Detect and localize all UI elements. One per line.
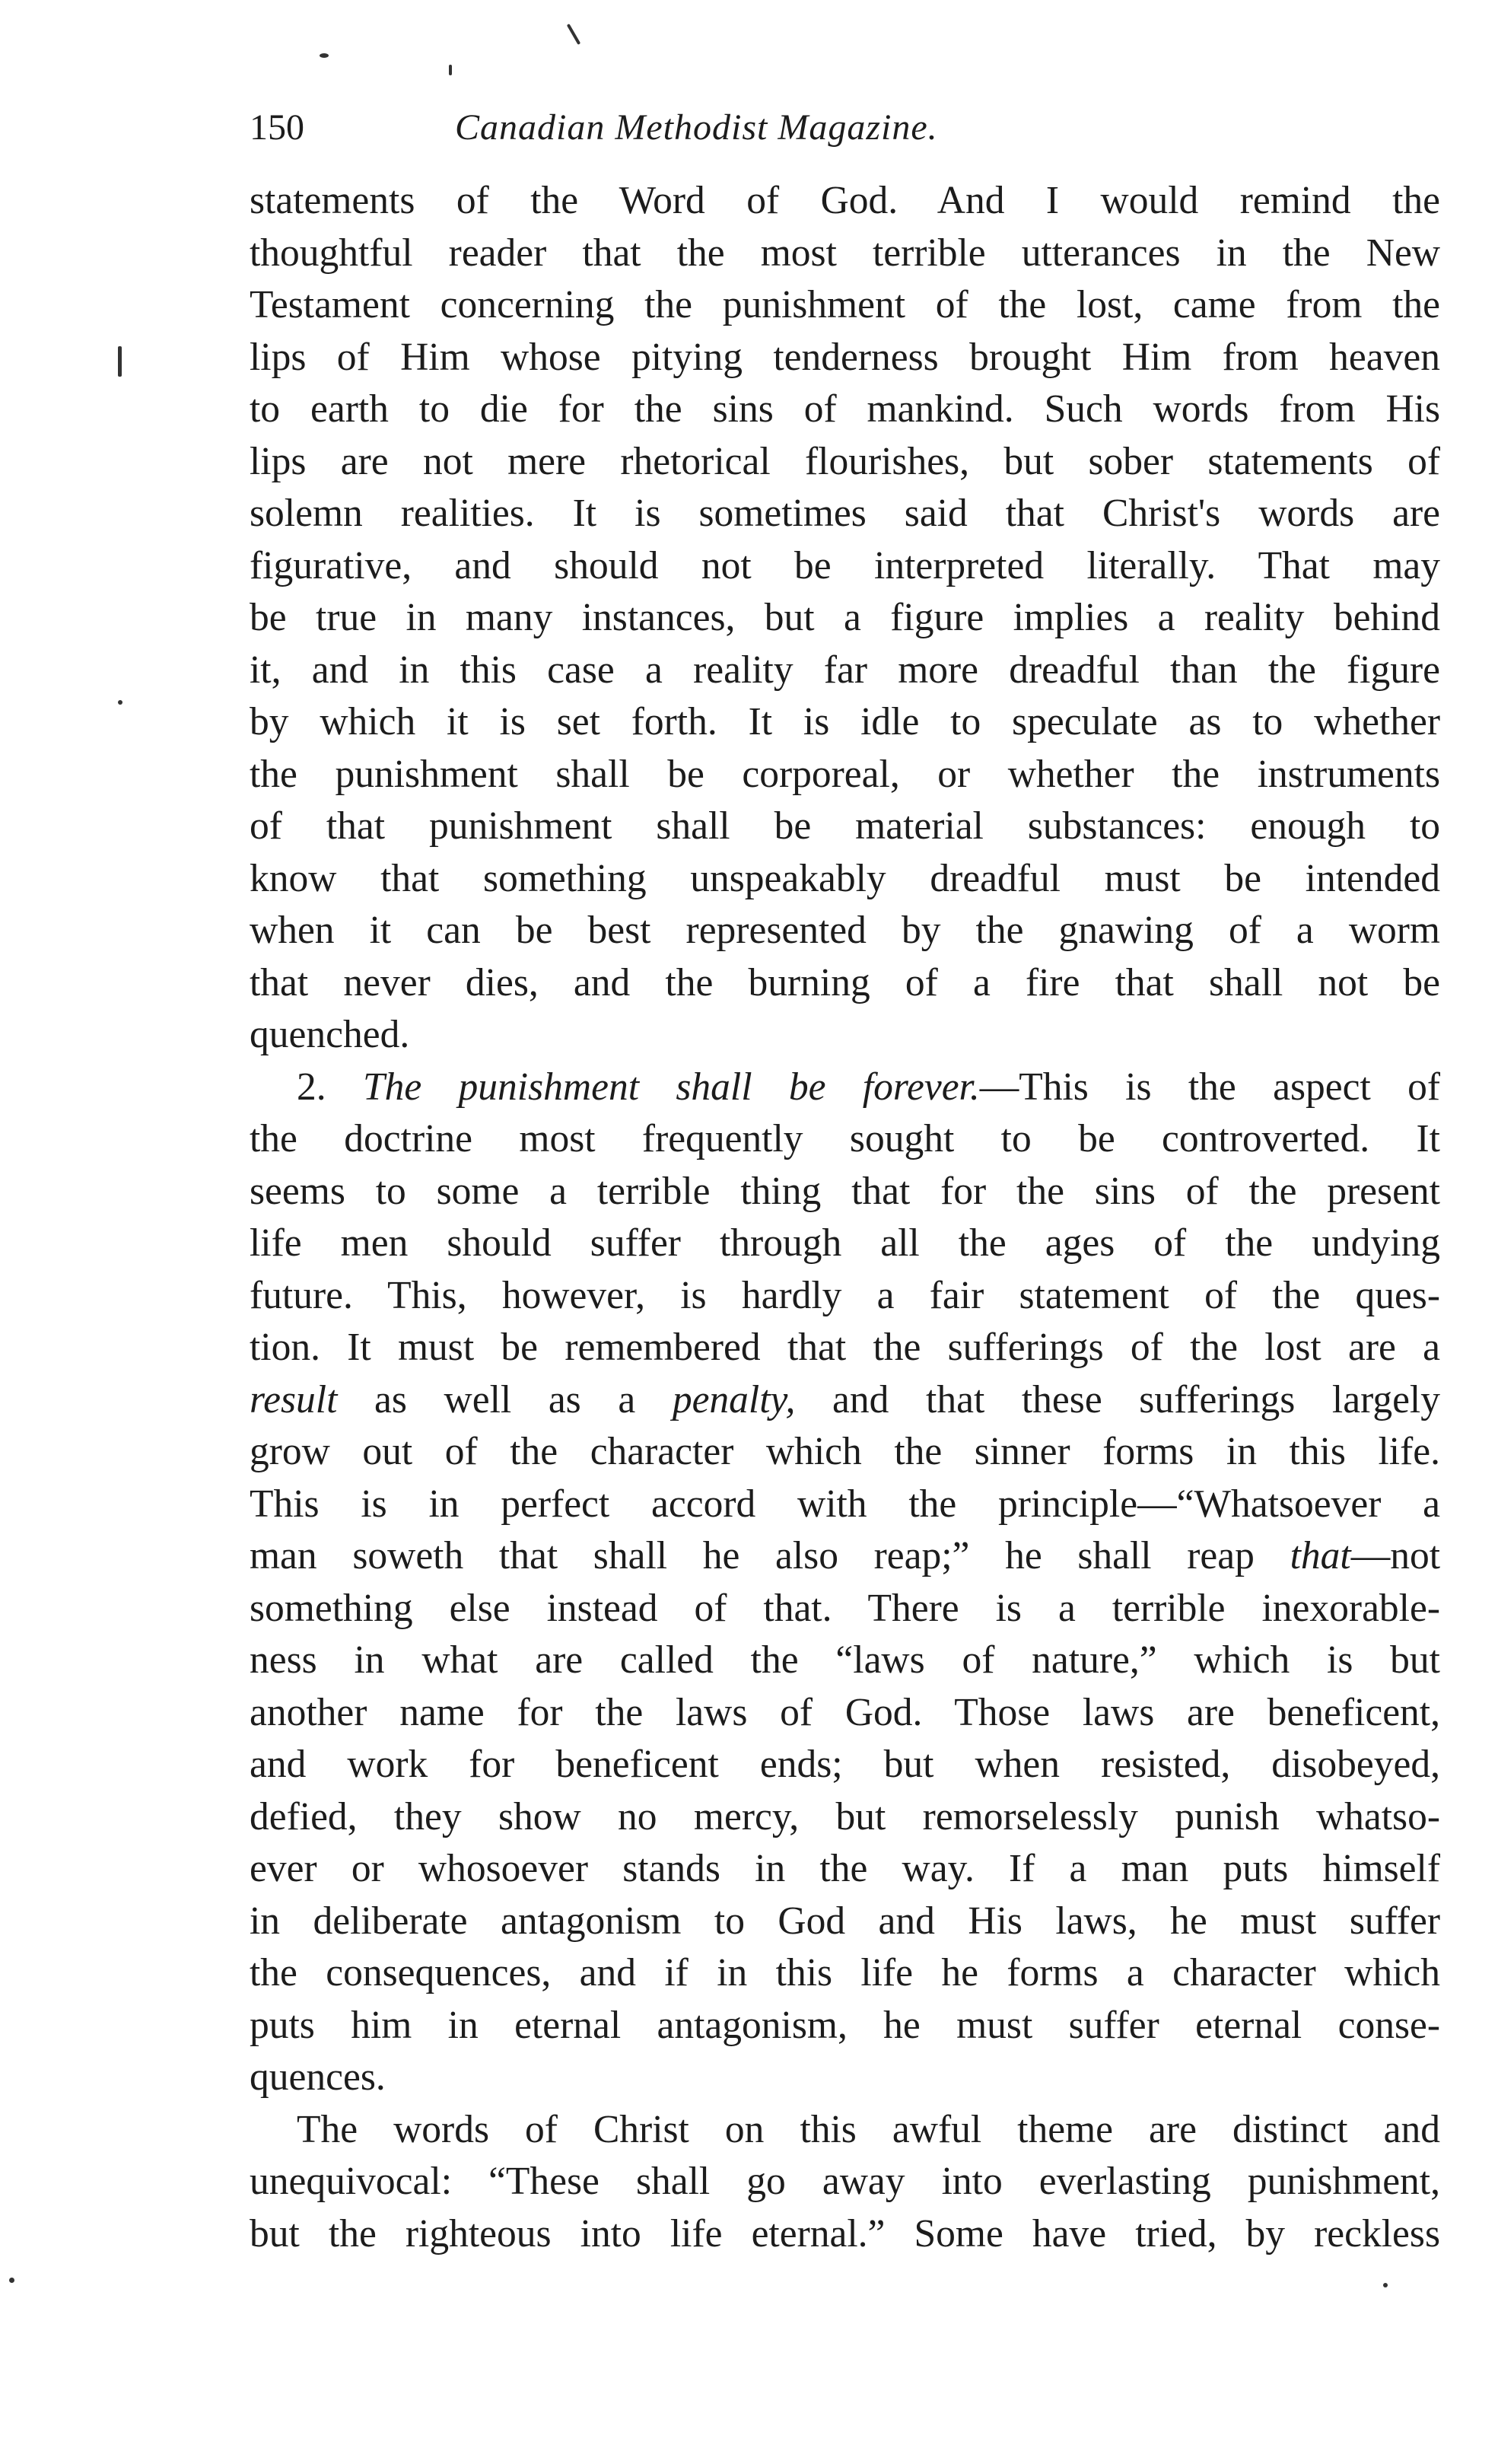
text-line: Testament concerning the punishment of the lost, came from the <box>250 283 1440 326</box>
emphasis: penalty, <box>672 1377 796 1421</box>
scan-speck <box>9 2278 14 2283</box>
text-line: but the righteous into life eternal.” Some have tried, by reckless <box>250 2211 1440 2255</box>
text-line: and work for beneficent ends; but when resisted, disobeyed, <box>250 1743 1440 1786</box>
text-run: and that these sufferings largely <box>795 1377 1440 1421</box>
text-line: The words of Christ on this awful theme are distinct and <box>297 2107 1440 2151</box>
section-number: 2. <box>297 1065 326 1109</box>
text-line: something else instead of that. There is a terrible inexorable- <box>250 1586 1440 1630</box>
text-line: that never dies, and the burning of a fire that shall not be <box>250 960 1440 1004</box>
text-line: figurative, and should not be interpreted literally. That may <box>250 543 1440 587</box>
text-line <box>250 1062 1440 1114</box>
text-line: to earth to die for the sins of mankind. Such words from His <box>250 387 1440 431</box>
text-line: another name for the laws of God. Those laws are beneficent, <box>250 1690 1440 1734</box>
text-line: future. This, however, is hardly a fair statement of the ques- <box>250 1273 1440 1317</box>
text-line: quenched. <box>250 1013 410 1056</box>
text-line: the doctrine most frequently sought to be controverted. It <box>250 1117 1440 1160</box>
running-header <box>250 107 1440 167</box>
text-line: ness in what are called the “laws of nature,” which is but <box>250 1638 1440 1682</box>
text-line: seems to some a terrible thing that for the sins of the present <box>250 1169 1440 1213</box>
text-line <box>250 1530 1440 1583</box>
text-line: puts him in eternal antagonism, he must suffer eternal conse- <box>250 2003 1440 2047</box>
text-line: lips are not mere rhetorical flourishes, but sober statements of <box>250 439 1440 483</box>
text-line: know that something unspeakably dreadful must be intended <box>250 856 1440 900</box>
emphasis: result <box>250 1377 338 1421</box>
scan-speck <box>567 24 580 45</box>
scan-speck <box>320 53 329 58</box>
text-run: —This is the aspect of <box>979 1065 1441 1109</box>
running-title: Canadian Methodist Magazine. <box>455 107 938 148</box>
text-line: ever or whosoever stands in the way. If a man puts himself <box>250 1847 1440 1890</box>
text-line: tion. It must be remembered that the sufferings of the lost are a <box>250 1326 1440 1369</box>
text-line: lips of Him whose pitying tenderness brought Him from heaven <box>250 335 1440 379</box>
text-run: man soweth that shall he also reap;” he shall reap <box>250 1534 1290 1577</box>
page-number: 150 <box>250 107 304 148</box>
emphasis: that <box>1290 1534 1351 1577</box>
text-line: solemn realities. It is sometimes said that Christ's words are <box>250 492 1440 535</box>
text-line: thoughtful reader that the most terrible utterances in the New <box>250 231 1440 275</box>
paragraph-1 <box>250 175 1440 1062</box>
text-line: it, and in this case a reality far more dreadful than the figure <box>250 648 1440 692</box>
book-page <box>250 107 1440 2260</box>
text-line: in deliberate antagonism to God and His laws, he must suffer <box>250 1899 1440 1943</box>
text-line: by which it is set forth. It is idle to speculate as to whether <box>250 700 1440 743</box>
text-line: the consequences, and if in this life he forms a character which <box>250 1951 1440 1994</box>
text-line: of that punishment shall be material substances: enough to <box>250 804 1440 848</box>
text-line: be true in many instances, but a figure implies a reality behind <box>250 596 1440 639</box>
text-run: —not <box>1350 1534 1440 1577</box>
text-line: defied, they show no mercy, but remorselessly punish whatso- <box>250 1794 1440 1838</box>
section-heading: The punishment shall be forever. <box>362 1065 980 1109</box>
text-line: This is in perfect accord with the principle—“Whatsoever a <box>250 1482 1440 1526</box>
text-line: statements of the Word of God. And I would remind the <box>250 179 1440 222</box>
scan-speck <box>118 346 122 377</box>
text-line: the punishment shall be corporeal, or whether the instruments <box>250 752 1440 796</box>
paragraph-2 <box>250 1062 1440 2104</box>
scan-speck <box>449 65 452 75</box>
scan-speck <box>1383 2283 1388 2287</box>
body-text <box>250 175 1440 2260</box>
text-line: life men should suffer through all the ages of the undying <box>250 1221 1440 1265</box>
text-run: as well as a <box>337 1377 673 1421</box>
text-line <box>250 1374 1440 1427</box>
text-line: grow out of the character which the sinner forms in this life. <box>250 1430 1440 1473</box>
text-line: quences. <box>250 2055 386 2099</box>
text-line: when it can be best represented by the gnawing of a worm <box>250 909 1440 952</box>
scan-speck <box>118 700 122 705</box>
text-line: unequivocal: “These shall go away into everlasting punishment, <box>250 2160 1440 2203</box>
paragraph-3 <box>250 2104 1440 2261</box>
